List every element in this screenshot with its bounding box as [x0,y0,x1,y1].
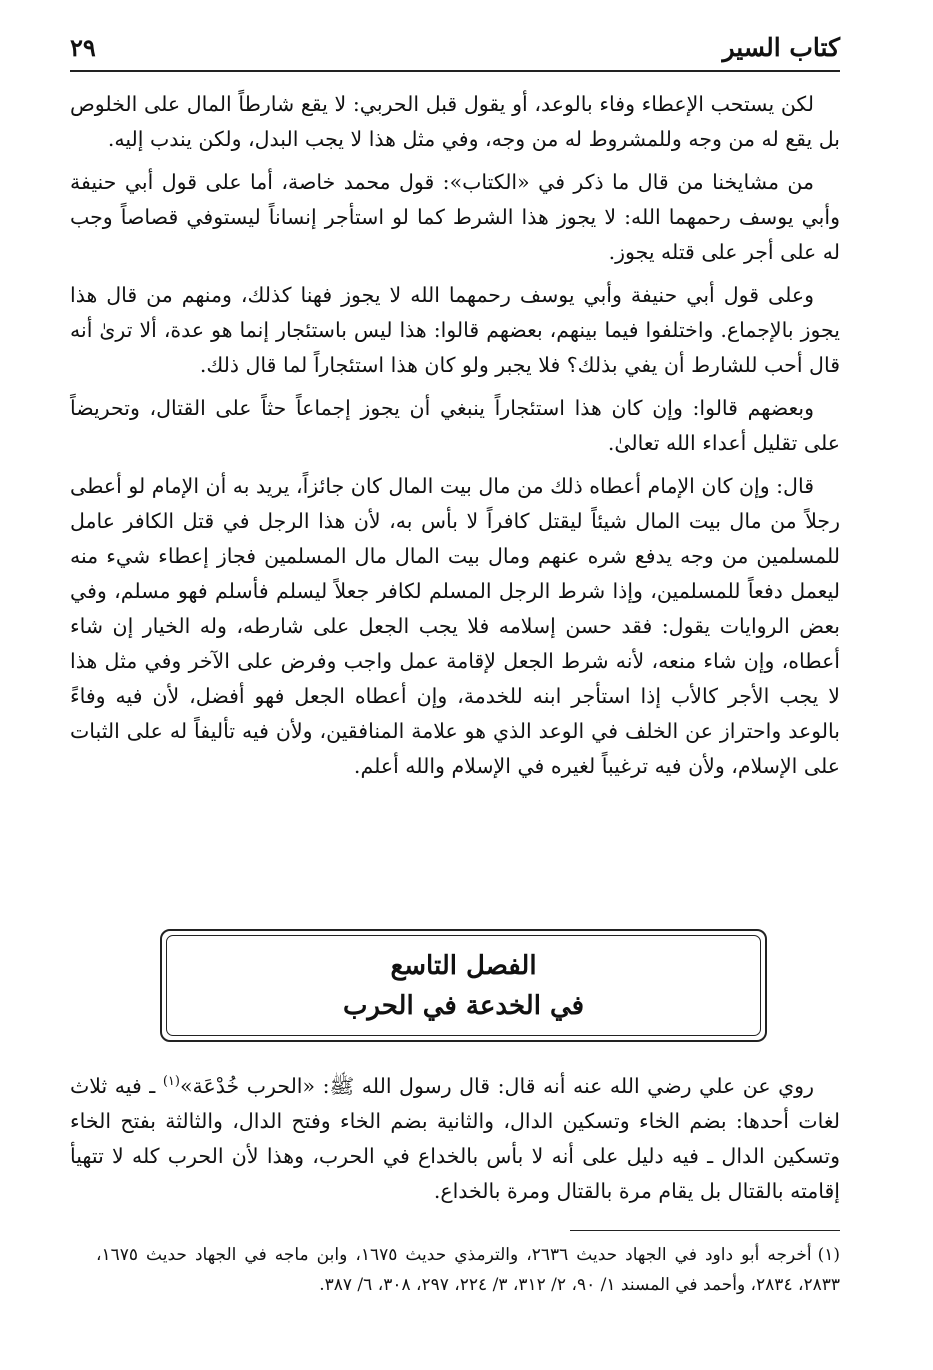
footnote [96,1240,840,1300]
main-text [70,87,840,784]
paragraph [70,1064,840,1209]
chapter-paragraph [70,1064,840,1209]
chapter-text-start: روي عن علي رضي الله عنه أنه قال: قال رسول الله ﷺ: «الحرب خُدْعَة» [179,1073,814,1098]
footnote-text: أخرجه أبو داود في الجهاد حديث ٢٦٣٦، والترمذي حديث ١٦٧٥، وابن ماجه في الجهاد حديث ١٦٧٥، ٢٨٣٣، ٢٨٣٤، وأحمد في المسند ١/ ٩٠، ٢/ ٣١٢، ٣/ ٢٢٤، ٢٩٧، ٣٠٨، ٦/ ٣٨٧. [96,1245,840,1295]
footnote-marker: (١) [817,1245,841,1265]
paragraph: من مشايخنا من قال ما ذكر في «الكتاب»: قول محمد خاصة، أما على قول أبي حنيفة وأبي يوسف رحمهما الله: لا يجوز هذا الشرط كما لو استأجر إنساناً ليستوفي قصاصاً وجب له على أجر على قتله يجوز. [70,170,840,264]
chapter-text-end: ـ فيه ثلاث لغات أحدها: بضم الخاء وتسكين الدال، والثانية بضم الخاء وفتح الدال، والثالثة بفتح الخاء وتسكين الدال ـ فيه دليل على أنه لا بأس بالخداع في الحرب، وهذا لأن الحرب كله لا تتهيأ إقامته بالقتال بل يقام مرة بالقتال ومرة بالخداع. [70,1073,840,1203]
page-header [70,32,840,72]
paragraph: وبعضهم قالوا: وإن كان هذا استئجاراً ينبغي أن يجوز إجماعاً حثاً على القتال، وتحريضاً على تقليل أعداء الله تعالىٰ. [70,396,840,455]
running-title: كتاب السير [722,33,840,62]
footnote-reference[interactable]: (١) [162,1074,180,1089]
paragraph: وعلى قول أبي حنيفة وأبي يوسف رحمهما الله لا يجوز فهنا كذلك، ومنهم من قال هذا يجوز بالإجماع. واختلفوا فيما بينهم، بعضهم قالوا: هذا ليس باستئجار إنما هو عدة، ألا ترىٰ أنه قال أحب للشارط أن يفي بذلك؟ فلا يجبر ولو كان هذا استئجاراً لما قال ذلك. [70,283,840,377]
chapter-heading-frame [166,935,761,1036]
chapter-number: الفصل التاسع [390,950,537,981]
chapter-heading-box [160,929,767,1042]
chapter-title: في الخدعة في الحرب [342,990,585,1021]
paragraph: قال: وإن كان الإمام أعطاه ذلك من مال بيت المال كان جائزاً، يريد به أن الإمام لو أعطى رجلاً من مال بيت المال شيئاً ليقتل كافراً لا بأس به، لأن هذا الرجل في قتل الكافر عامل للمسلمين من وجه يدفع شره عنهم ومال بيت المال مال المسلمين فجاز إعطاء شيء منه ليعمل دفعاً للمسلمين، وإذا شرط الرجل المسلم لكافر جعلاً ليسلم فأسلم فهو مسلم، وفي بعض الروايات يقول: فقد حسن إسلامه فلا يجب الجعل على شارطه، وله الخيار إن شاء أعطاه، وإن شاء منعه، لأنه شرط الجعل لإقامة عمل واجب وفرض على الآخر وفي مثل هذا لا يجب الأجر كالأب إذا استأجر ابنه للخدمة، وإن أعطاه الجعل فهو أفضل، لأن فيه وفاءً بالوعد واحتراز عن الخلف في الوعد الذي هو علامة المنافقين، ولأن فيه تأليفاً له على الثبات على الإسلام، ولأن فيه ترغيباً لغيره في الإسلام والله أعلم. [70,474,840,778]
page-number: ٢٩ [70,33,96,62]
paragraph: لكن يستحب الإعطاء وفاء بالوعد، أو يقول قبل الحربي: لا يقع شارطاً المال على الخلوص بل يقع له من وجه وللمشروط له من وجه، وفي مثل هذا لا يجب البدل، ولكن يندب إليه. [70,92,840,151]
footnote-divider [570,1230,840,1231]
